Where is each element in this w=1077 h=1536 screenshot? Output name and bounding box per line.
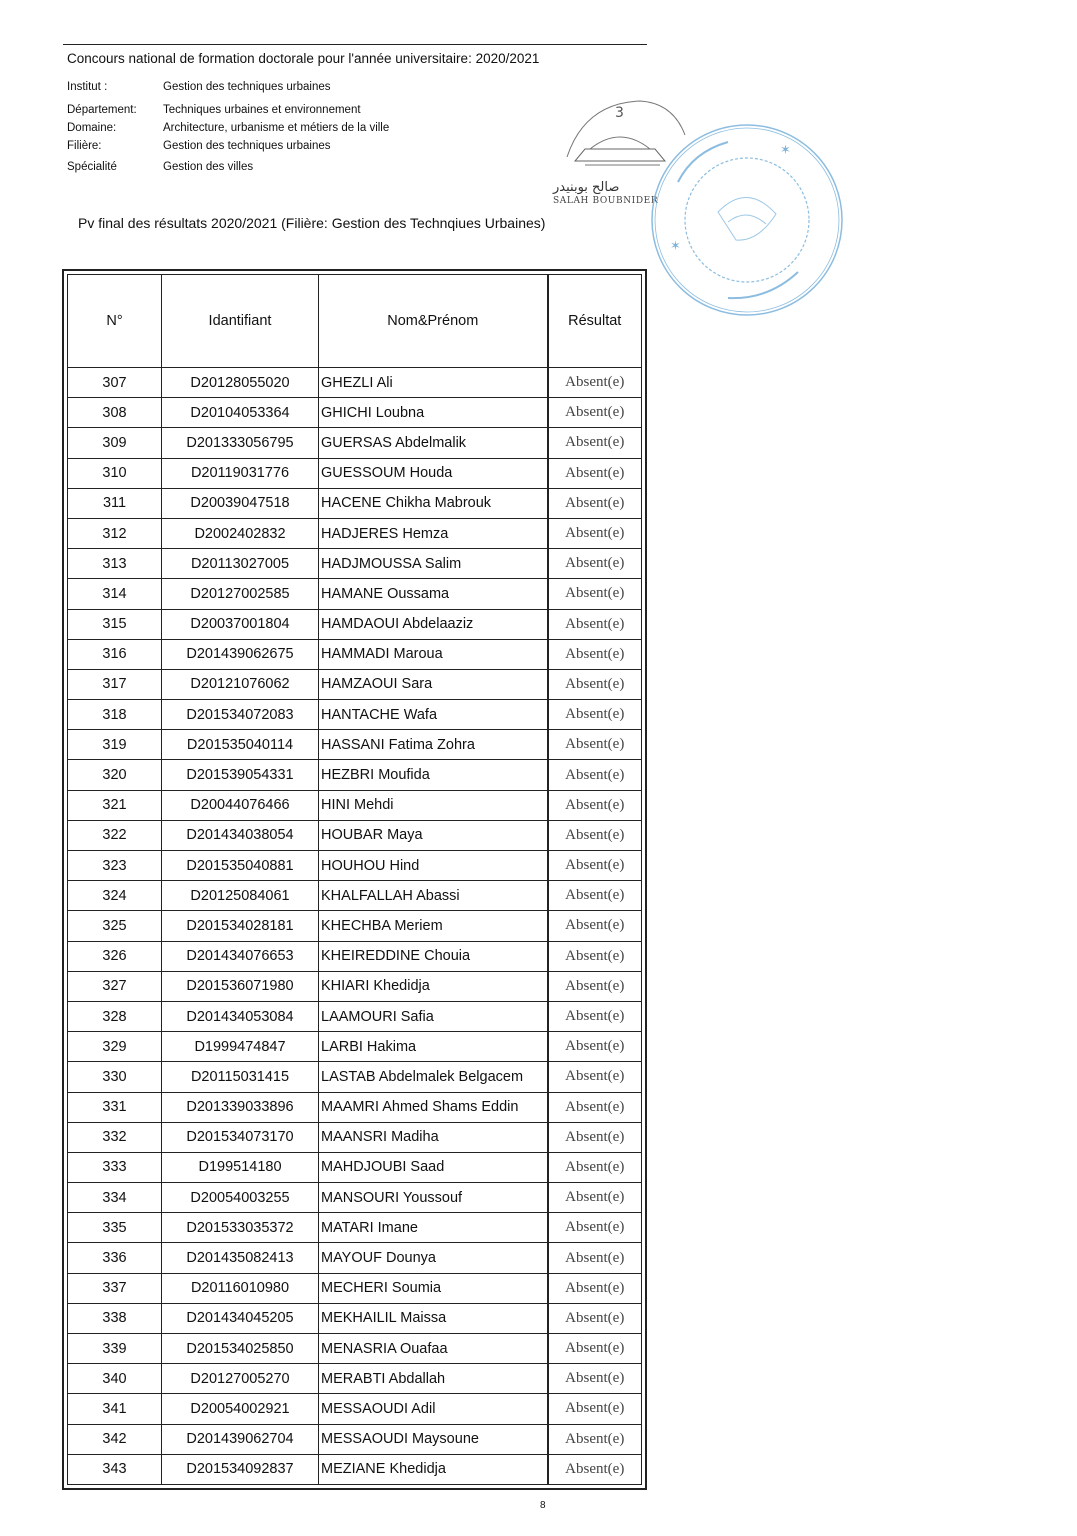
cell-result: Absent(e) <box>548 1152 642 1182</box>
cell-result: Absent(e) <box>548 971 642 1001</box>
cell-result: Absent(e) <box>548 1213 642 1243</box>
cell-name: MENASRIA Ouafaa <box>319 1334 548 1364</box>
table-row <box>68 1032 642 1062</box>
cell-identifier: D201534025850 <box>162 1334 319 1364</box>
cell-number: 336 <box>68 1243 162 1273</box>
cell-result: Absent(e) <box>548 1424 642 1454</box>
header-num: N° <box>68 275 162 368</box>
meta-label: Département: <box>67 104 137 116</box>
logo-arabic-text: صالح بوبنيدر <box>553 180 620 195</box>
results-table-frame <box>62 269 647 1490</box>
table-row <box>68 549 642 579</box>
cell-identifier: D201434038054 <box>162 820 319 850</box>
page-number: 8 <box>540 1500 546 1511</box>
cell-identifier: D20128055020 <box>162 368 319 398</box>
cell-result: Absent(e) <box>548 368 642 398</box>
cell-name: HADJERES Hemza <box>319 518 548 548</box>
cell-identifier: D1999474847 <box>162 1032 319 1062</box>
cell-number: 325 <box>68 911 162 941</box>
cell-number: 318 <box>68 700 162 730</box>
cell-name: MESSAOUDI Adil <box>319 1394 548 1424</box>
table-row <box>68 1454 642 1484</box>
cell-number: 309 <box>68 428 162 458</box>
cell-result: Absent(e) <box>548 760 642 790</box>
cell-name: MANSOURI Youssouf <box>319 1183 548 1213</box>
cell-number: 324 <box>68 881 162 911</box>
table-row <box>68 518 642 548</box>
header-result: Résultat <box>548 275 642 368</box>
cell-identifier: D201434076653 <box>162 941 319 971</box>
cell-identifier: D20104053364 <box>162 398 319 428</box>
cell-result: Absent(e) <box>548 1122 642 1152</box>
cell-result: Absent(e) <box>548 488 642 518</box>
meta-value: Gestion des villes <box>163 161 254 173</box>
cell-number: 313 <box>68 549 162 579</box>
table-row <box>68 1394 642 1424</box>
table-row <box>68 790 642 820</box>
meta-value: Architecture, urbanisme et métiers de la ville <box>163 122 390 134</box>
cell-result: Absent(e) <box>548 549 642 579</box>
meta-label: Domaine: <box>67 122 117 134</box>
cell-identifier: D20116010980 <box>162 1273 319 1303</box>
cell-number: 322 <box>68 820 162 850</box>
cell-result: Absent(e) <box>548 1183 642 1213</box>
cell-name: HINI Mehdi <box>319 790 548 820</box>
cell-result: Absent(e) <box>548 1092 642 1122</box>
cell-identifier: D201534072083 <box>162 700 319 730</box>
table-row <box>68 1364 642 1394</box>
cell-identifier: D201534073170 <box>162 1122 319 1152</box>
cell-name: KHIARI Khedidja <box>319 971 548 1001</box>
cell-number: 326 <box>68 941 162 971</box>
table-row <box>68 911 642 941</box>
table-row <box>68 669 642 699</box>
cell-number: 311 <box>68 488 162 518</box>
cell-identifier: D201434045205 <box>162 1303 319 1333</box>
cell-identifier: D20127002585 <box>162 579 319 609</box>
cell-result: Absent(e) <box>548 1364 642 1394</box>
cell-number: 315 <box>68 609 162 639</box>
meta-label: Institut : <box>67 81 108 93</box>
cell-name: LAAMOURI Safia <box>319 1001 548 1031</box>
svg-text:✶: ✶ <box>670 239 681 254</box>
cell-identifier: D201539054331 <box>162 760 319 790</box>
cell-name: GHICHI Loubna <box>319 398 548 428</box>
cell-number: 323 <box>68 851 162 881</box>
cell-result: Absent(e) <box>548 881 642 911</box>
cell-result: Absent(e) <box>548 1001 642 1031</box>
cell-result: Absent(e) <box>548 1454 642 1484</box>
table-row <box>68 458 642 488</box>
cell-identifier: D20121076062 <box>162 669 319 699</box>
cell-number: 321 <box>68 790 162 820</box>
cell-number: 308 <box>68 398 162 428</box>
pv-title: Pv final des résultats 2020/2021 (Filière: Gestion des Technqiues Urbaines) <box>78 215 546 231</box>
table-row <box>68 1334 642 1364</box>
table-row <box>68 1183 642 1213</box>
table-row <box>68 1213 642 1243</box>
cell-name: HOUHOU Hind <box>319 851 548 881</box>
cell-identifier: D20119031776 <box>162 458 319 488</box>
cell-number: 307 <box>68 368 162 398</box>
meta-value: Techniques urbaines et environnement <box>163 104 361 116</box>
cell-name: GUERSAS Abdelmalik <box>319 428 548 458</box>
cell-result: Absent(e) <box>548 730 642 760</box>
cell-name: HACENE Chikha Mabrouk <box>319 488 548 518</box>
cell-name: HAMANE Oussama <box>319 579 548 609</box>
table-row <box>68 851 642 881</box>
cell-identifier: D20127005270 <box>162 1364 319 1394</box>
cell-identifier: D201535040114 <box>162 730 319 760</box>
cell-name: KHALFALLAH Abassi <box>319 881 548 911</box>
cell-identifier: D201533035372 <box>162 1213 319 1243</box>
table-row <box>68 881 642 911</box>
table-row <box>68 1152 642 1182</box>
cell-identifier: D20039047518 <box>162 488 319 518</box>
cell-number: 329 <box>68 1032 162 1062</box>
cell-number: 317 <box>68 669 162 699</box>
cell-result: Absent(e) <box>548 458 642 488</box>
meta-value: Gestion des techniques urbaines <box>163 140 331 152</box>
table-row <box>68 730 642 760</box>
cell-name: MEZIANE Khedidja <box>319 1454 548 1484</box>
meta-value: Gestion des techniques urbaines <box>163 81 331 93</box>
cell-number: 343 <box>68 1454 162 1484</box>
cell-name: HAMZAOUI Sara <box>319 669 548 699</box>
table-row <box>68 1424 642 1454</box>
cell-number: 332 <box>68 1122 162 1152</box>
table-row <box>68 760 642 790</box>
cell-name: HASSANI Fatima Zohra <box>319 730 548 760</box>
cell-result: Absent(e) <box>548 1032 642 1062</box>
cell-identifier: D201534028181 <box>162 911 319 941</box>
cell-number: 327 <box>68 971 162 1001</box>
table-row <box>68 398 642 428</box>
cell-name: MAAMRI Ahmed Shams Eddin <box>319 1092 548 1122</box>
header-rule <box>63 44 647 45</box>
cell-identifier: D20054003255 <box>162 1183 319 1213</box>
cell-name: HADJMOUSSA Salim <box>319 549 548 579</box>
table-row <box>68 1122 642 1152</box>
cell-number: 339 <box>68 1334 162 1364</box>
cell-name: GHEZLI Ali <box>319 368 548 398</box>
cell-identifier: D201434053084 <box>162 1001 319 1031</box>
cell-name: MAANSRI Madiha <box>319 1122 548 1152</box>
cell-number: 333 <box>68 1152 162 1182</box>
cell-name: MECHERI Soumia <box>319 1273 548 1303</box>
table-row <box>68 609 642 639</box>
cell-result: Absent(e) <box>548 398 642 428</box>
cell-number: 341 <box>68 1394 162 1424</box>
cell-name: MATARI Imane <box>319 1213 548 1243</box>
meta-label: Spécialité <box>67 161 117 173</box>
table-row <box>68 1092 642 1122</box>
cell-result: Absent(e) <box>548 941 642 971</box>
table-row <box>68 368 642 398</box>
table-row <box>68 488 642 518</box>
svg-text:3: 3 <box>615 105 624 121</box>
cell-name: MAHDJOUBI Saad <box>319 1152 548 1182</box>
cell-identifier: D201439062675 <box>162 639 319 669</box>
cell-identifier: D20115031415 <box>162 1062 319 1092</box>
cell-name: HEZBRI Moufida <box>319 760 548 790</box>
cell-identifier: D201435082413 <box>162 1243 319 1273</box>
cell-identifier: D20113027005 <box>162 549 319 579</box>
cell-result: Absent(e) <box>548 428 642 458</box>
header-id: Idantifiant <box>162 275 319 368</box>
cell-name: LASTAB Abdelmalek Belgacem <box>319 1062 548 1092</box>
cell-number: 310 <box>68 458 162 488</box>
cell-number: 337 <box>68 1273 162 1303</box>
cell-number: 335 <box>68 1213 162 1243</box>
cell-name: MEKHAILIL Maissa <box>319 1303 548 1333</box>
cell-number: 330 <box>68 1062 162 1092</box>
logo-latin-text: SALAH BOUBNIDER <box>553 196 659 205</box>
cell-result: Absent(e) <box>548 1334 642 1364</box>
cell-result: Absent(e) <box>548 1273 642 1303</box>
cell-identifier: D201535040881 <box>162 851 319 881</box>
cell-name: HANTACHE Wafa <box>319 700 548 730</box>
results-table <box>67 274 642 1485</box>
cell-number: 331 <box>68 1092 162 1122</box>
cell-number: 328 <box>68 1001 162 1031</box>
cell-result: Absent(e) <box>548 639 642 669</box>
cell-name: GUESSOUM Houda <box>319 458 548 488</box>
table-row <box>68 1062 642 1092</box>
cell-identifier: D20044076466 <box>162 790 319 820</box>
cell-number: 320 <box>68 760 162 790</box>
cell-name: KHEIREDDINE Chouia <box>319 941 548 971</box>
table-row <box>68 639 642 669</box>
cell-number: 319 <box>68 730 162 760</box>
table-header-row <box>68 275 642 368</box>
cell-number: 334 <box>68 1183 162 1213</box>
table-row <box>68 1243 642 1273</box>
cell-name: HAMMADI Maroua <box>319 639 548 669</box>
cell-number: 314 <box>68 579 162 609</box>
cell-identifier: D2002402832 <box>162 518 319 548</box>
cell-result: Absent(e) <box>548 1303 642 1333</box>
table-row <box>68 579 642 609</box>
table-row <box>68 428 642 458</box>
table-row <box>68 1001 642 1031</box>
cell-identifier: D20125084061 <box>162 881 319 911</box>
cell-identifier: D201534092837 <box>162 1454 319 1484</box>
cell-result: Absent(e) <box>548 820 642 850</box>
cell-identifier: D20037001804 <box>162 609 319 639</box>
cell-name: HOUBAR Maya <box>319 820 548 850</box>
cell-result: Absent(e) <box>548 609 642 639</box>
table-row <box>68 820 642 850</box>
cell-result: Absent(e) <box>548 1062 642 1092</box>
cell-identifier: D201339033896 <box>162 1092 319 1122</box>
cell-result: Absent(e) <box>548 669 642 699</box>
cell-name: HAMDAOUI Abdelaaziz <box>319 609 548 639</box>
cell-number: 340 <box>68 1364 162 1394</box>
cell-identifier: D201536071980 <box>162 971 319 1001</box>
table-row <box>68 1303 642 1333</box>
cell-result: Absent(e) <box>548 790 642 820</box>
cell-result: Absent(e) <box>548 700 642 730</box>
official-stamp <box>648 122 846 318</box>
cell-number: 312 <box>68 518 162 548</box>
table-row <box>68 700 642 730</box>
cell-identifier: D20054002921 <box>162 1394 319 1424</box>
cell-number: 342 <box>68 1424 162 1454</box>
cell-identifier: D199514180 <box>162 1152 319 1182</box>
table-row <box>68 941 642 971</box>
cell-name: MERABTI Abdallah <box>319 1364 548 1394</box>
cell-number: 338 <box>68 1303 162 1333</box>
svg-text:✶: ✶ <box>780 143 791 158</box>
table-row <box>68 1273 642 1303</box>
header-name: Nom&Prénom <box>319 275 548 368</box>
meta-label: Filière: <box>67 140 102 152</box>
cell-name: KHECHBA Meriem <box>319 911 548 941</box>
cell-result: Absent(e) <box>548 518 642 548</box>
cell-result: Absent(e) <box>548 1394 642 1424</box>
cell-result: Absent(e) <box>548 579 642 609</box>
cell-identifier: D201439062704 <box>162 1424 319 1454</box>
table-row <box>68 971 642 1001</box>
document-title: Concours national de formation doctorale pour l'année universitaire: 2020/2021 <box>67 51 540 66</box>
cell-result: Absent(e) <box>548 1243 642 1273</box>
cell-result: Absent(e) <box>548 911 642 941</box>
cell-name: MESSAOUDI Maysoune <box>319 1424 548 1454</box>
cell-name: MAYOUF Dounya <box>319 1243 548 1273</box>
cell-result: Absent(e) <box>548 851 642 881</box>
cell-number: 316 <box>68 639 162 669</box>
cell-name: LARBI Hakima <box>319 1032 548 1062</box>
cell-identifier: D201333056795 <box>162 428 319 458</box>
